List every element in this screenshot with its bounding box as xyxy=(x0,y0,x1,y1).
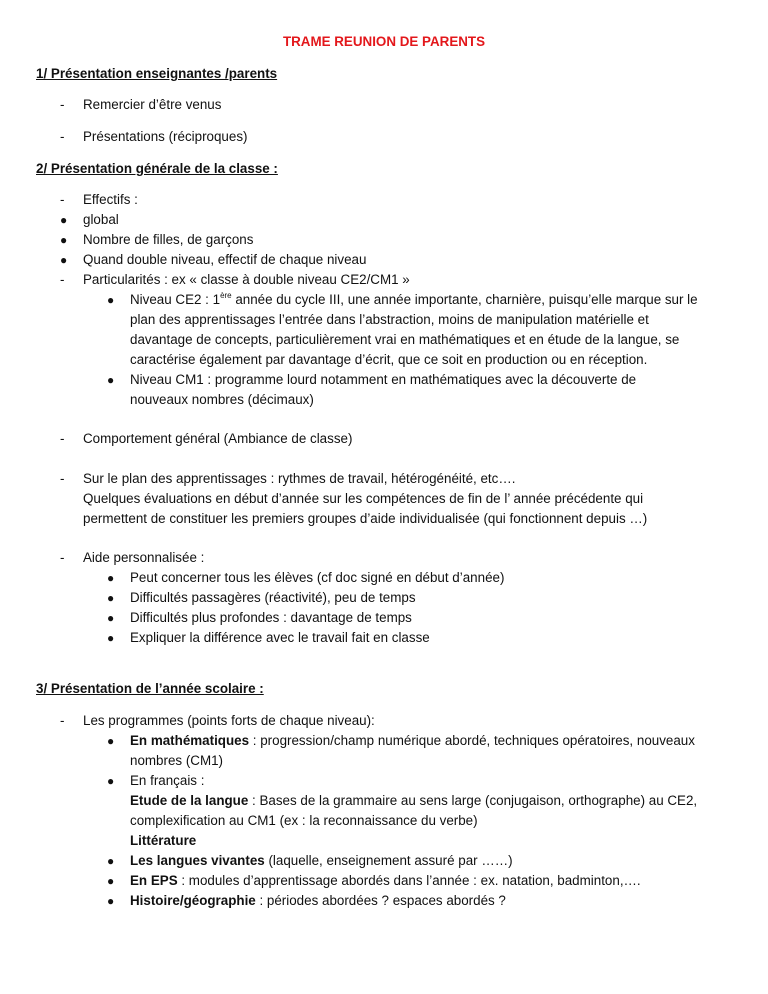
document-title: TRAME REUNION DE PARENTS xyxy=(282,34,486,49)
dash-marker: - xyxy=(60,471,65,486)
list-item-continuation: Littérature xyxy=(130,833,197,848)
list-item: global xyxy=(83,212,119,227)
bullet-icon: ● xyxy=(107,774,115,788)
list-item: Effectifs : xyxy=(83,192,138,207)
bullet-icon: ● xyxy=(107,734,115,748)
bullet-icon: ● xyxy=(107,854,115,868)
bullet-icon: ● xyxy=(107,894,115,908)
list-item: Expliquer la différence avec le travail fait en classe xyxy=(130,630,430,645)
bullet-icon: ● xyxy=(107,293,115,307)
list-item-continuation: caractérise également par davantage d’écrit, que ce soit en production ou en réception. xyxy=(130,352,648,367)
list-item: En mathématiques : progression/champ numérique abordé, techniques opératoires, nouveaux xyxy=(130,733,695,748)
section-2-heading: 2/ Présentation générale de la classe : xyxy=(36,161,278,176)
section-3-heading: 3/ Présentation de l’année scolaire : xyxy=(36,681,264,696)
list-item: Peut concerner tous les élèves (cf doc signé en début d’année) xyxy=(130,570,505,585)
bullet-icon: ● xyxy=(107,591,115,605)
section-1-heading: 1/ Présentation enseignantes /parents xyxy=(36,66,278,81)
list-item: Remercier d’être venus xyxy=(83,97,222,112)
list-item: Les langues vivantes (laquelle, enseignement assuré par ……) xyxy=(130,853,513,868)
list-item-continuation: nombres (CM1) xyxy=(130,753,224,768)
list-item: Présentations (réciproques) xyxy=(83,129,248,144)
list-item: Niveau CE2 : 1ère année du cycle III, une année importante, charnière, puisqu’elle marque sur le xyxy=(130,291,698,307)
list-item: Difficultés plus profondes : davantage de temps xyxy=(130,610,412,625)
bullet-icon: ● xyxy=(107,631,115,645)
dash-marker: - xyxy=(60,550,65,565)
list-item-continuation: davantage de concepts, particulièrement vrai en mathématiques et en étude de la langue, se xyxy=(130,332,680,347)
dash-marker: - xyxy=(60,272,65,287)
list-item: Niveau CM1 : programme lourd notamment en mathématiques avec la découverte de xyxy=(130,372,637,387)
list-item: En EPS : modules d’apprentissage abordés dans l’année : ex. natation, badminton,…. xyxy=(130,873,641,888)
list-item-continuation: Quelques évaluations en début d’année sur les compétences de fin de l’ année précédente qui xyxy=(83,491,644,506)
dash-marker: - xyxy=(60,431,65,446)
list-item: Comportement général (Ambiance de classe) xyxy=(83,431,353,446)
bullet-icon: ● xyxy=(107,571,115,585)
dash-marker: - xyxy=(60,97,65,112)
bullet-icon: ● xyxy=(60,253,68,267)
bullet-icon: ● xyxy=(60,233,68,247)
superscript: ère xyxy=(220,291,232,300)
bullet-icon: ● xyxy=(107,611,115,625)
dash-marker: - xyxy=(60,129,65,144)
dash-marker: - xyxy=(60,713,65,728)
list-item: Difficultés passagères (réactivité), peu de temps xyxy=(130,590,416,605)
list-item: Particularités : ex « classe à double niveau CE2/CM1 » xyxy=(83,272,410,287)
dash-marker: - xyxy=(60,192,65,207)
list-item-continuation: complexification au CM1 (ex : la reconnaissance du verbe) xyxy=(130,813,478,828)
bullet-icon: ● xyxy=(107,373,115,387)
list-item: Sur le plan des apprentissages : rythmes de travail, hétérogénéité, etc…. xyxy=(83,471,516,486)
list-item: Les programmes (points forts de chaque niveau): xyxy=(83,713,375,728)
list-item: Histoire/géographie : périodes abordées ? espaces abordés ? xyxy=(130,893,506,908)
list-item: Quand double niveau, effectif de chaque niveau xyxy=(83,252,367,267)
list-item-continuation: permettent de constituer les premiers groupes d’aide individualisée (qui fonctionnent depuis …) xyxy=(83,511,648,526)
list-item: En français : xyxy=(130,773,205,788)
list-item: Nombre de filles, de garçons xyxy=(83,232,254,247)
list-item-continuation: Etude de la langue : Bases de la grammaire au sens large (conjugaison, orthographe) au CE2, xyxy=(130,793,698,808)
list-item: Aide personnalisée : xyxy=(83,550,205,565)
bullet-icon: ● xyxy=(107,874,115,888)
list-item-continuation: plan des apprentissages l’entrée dans l’abstraction, moins de manipulation matérielle et xyxy=(130,312,649,327)
list-item-continuation: nouveaux nombres (décimaux) xyxy=(130,392,314,407)
bullet-icon: ● xyxy=(60,213,68,227)
